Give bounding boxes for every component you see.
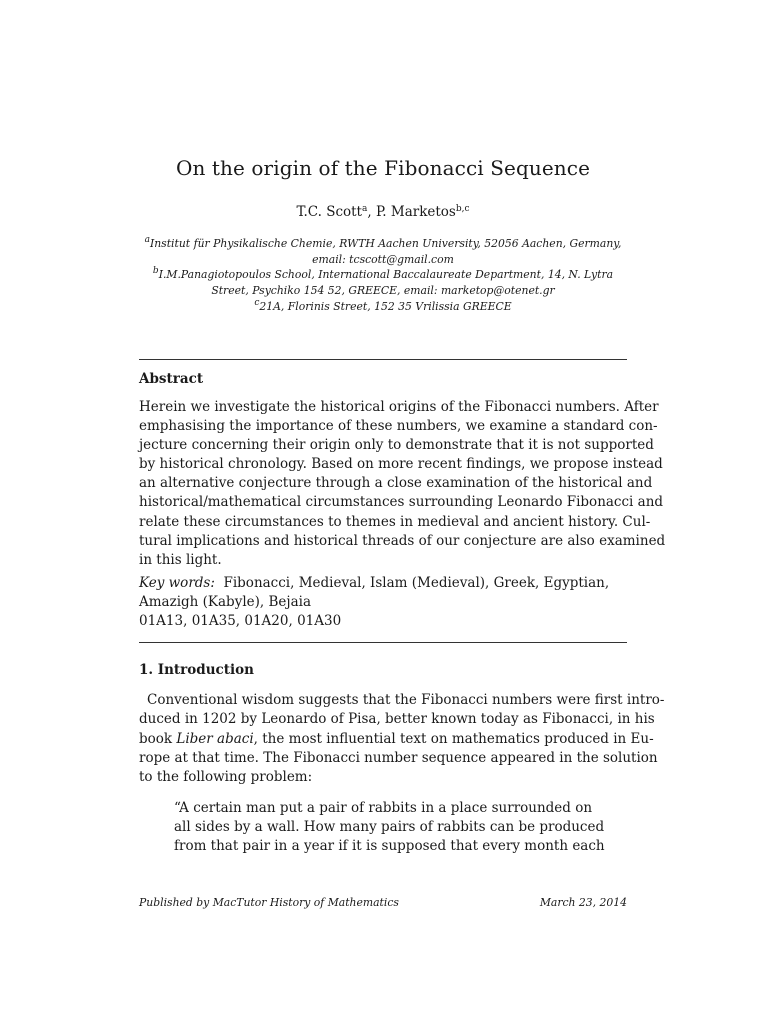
abstract-line: historical/mathematical circumstances surrounding Leonardo Fibonacci and (139, 494, 664, 511)
affiliation-b-mark: b (152, 266, 159, 277)
block-quote (174, 799, 605, 857)
abstract-line: in this light. (139, 551, 222, 568)
author-separator: , (367, 204, 376, 220)
footer-date: March 23, 2014 (539, 896, 627, 909)
affiliation-a-mark: a (144, 235, 150, 245)
abstract-line: jecture concerning their origin only to demonstrate that it is not supported (139, 437, 654, 454)
keywords-line (139, 574, 627, 593)
intro-line (139, 730, 654, 749)
author-list (139, 204, 627, 220)
msc-codes: 01A13, 01A35, 01A20, 01A30 (139, 613, 342, 630)
intro-line: Conventional wisdom suggests that the Fibonacci numbers were first intro- (147, 692, 665, 708)
affiliation-b-line1: I.M.Panagiotopoulos School, International Baccalaureate Department, 14, N. Lytra (158, 268, 614, 282)
intro-line: to the following problem: (139, 769, 313, 786)
keywords-list: Fibonacci, Medieval, Islam (Medieval), Greek, Egyptian, (223, 575, 610, 591)
abstract-line: relate these circumstances to themes in medieval and ancient history. Cul- (139, 513, 651, 530)
paper-title: On the origin of the Fibonacci Sequence (175, 156, 591, 180)
section-heading-introduction: 1. Introduction (139, 662, 254, 678)
intro-line: duced in 1202 by Leonardo of Pisa, better known today as Fibonacci, in his (139, 711, 655, 728)
affiliations (139, 236, 627, 315)
author-marketos-affil-mark: b,c (455, 204, 470, 214)
author-scott-affil-mark: a (361, 204, 368, 214)
affiliation-a-email: email: tcscott@gmail.com (312, 252, 454, 266)
introduction-body (139, 691, 665, 787)
abstract-line: emphasising the importance of these numbers, we examine a standard con- (139, 418, 658, 435)
abstract-line: Herein we investigate the historical origins of the Fibonacci numbers. After (139, 399, 659, 415)
keywords-label: Key words: (139, 575, 215, 591)
affiliation-c-line1: 21A, Florinis Street, 152 35 Vrilissia GREECE (259, 299, 512, 313)
affiliation-b-line2: Street, Psychiko 154 52, GREECE, email: marketop@otenet.gr (211, 284, 555, 298)
abstract-line: by historical chronology. Based on more recent findings, we propose instead (139, 456, 663, 473)
footer-publisher: Published by MacTutor History of Mathematics (139, 896, 399, 909)
affiliation-c-mark: c (254, 297, 260, 308)
abstract-heading: Abstract (139, 371, 204, 387)
book-title-liber-abaci: Liber abaci (176, 730, 254, 747)
author-scott: T.C. Scott (296, 204, 362, 220)
paper-page (139, 0, 666, 1024)
affiliation-a (139, 236, 627, 252)
intro-line: rope at that time. The Fibonacci number sequence appeared in the solution (139, 749, 658, 766)
intro-line3-pre: book (139, 730, 177, 747)
affiliation-c (139, 299, 627, 315)
abstract-bottom-rule (139, 642, 627, 643)
author-marketos: P. Marketos (375, 204, 456, 220)
affiliation-b (139, 267, 627, 283)
abstract-line: tural implications and historical threads of our conjecture are also examined (139, 532, 666, 549)
keywords-line2: Amazigh (Kabyle), Bejaia (139, 594, 311, 611)
affiliation-a-line1: Institut für Physikalische Chemie, RWTH Aachen University, 52056 Aachen, Germany, (149, 237, 622, 250)
quote-line: all sides by a wall. How many pairs of rabbits can be produced (174, 819, 605, 836)
abstract-top-rule (139, 359, 627, 360)
abstract-line: an alternative conjecture through a close examination of the historical and (139, 475, 653, 492)
intro-line3-post: , the most influential text on mathematics produced in Eu- (253, 730, 654, 747)
quote-line: from that pair in a year if it is supposed that every month each (174, 838, 605, 855)
keywords-block (139, 574, 627, 631)
abstract-body (139, 398, 666, 570)
quote-line: “A certain man put a pair of rabbits in a place surrounded on (174, 800, 593, 816)
